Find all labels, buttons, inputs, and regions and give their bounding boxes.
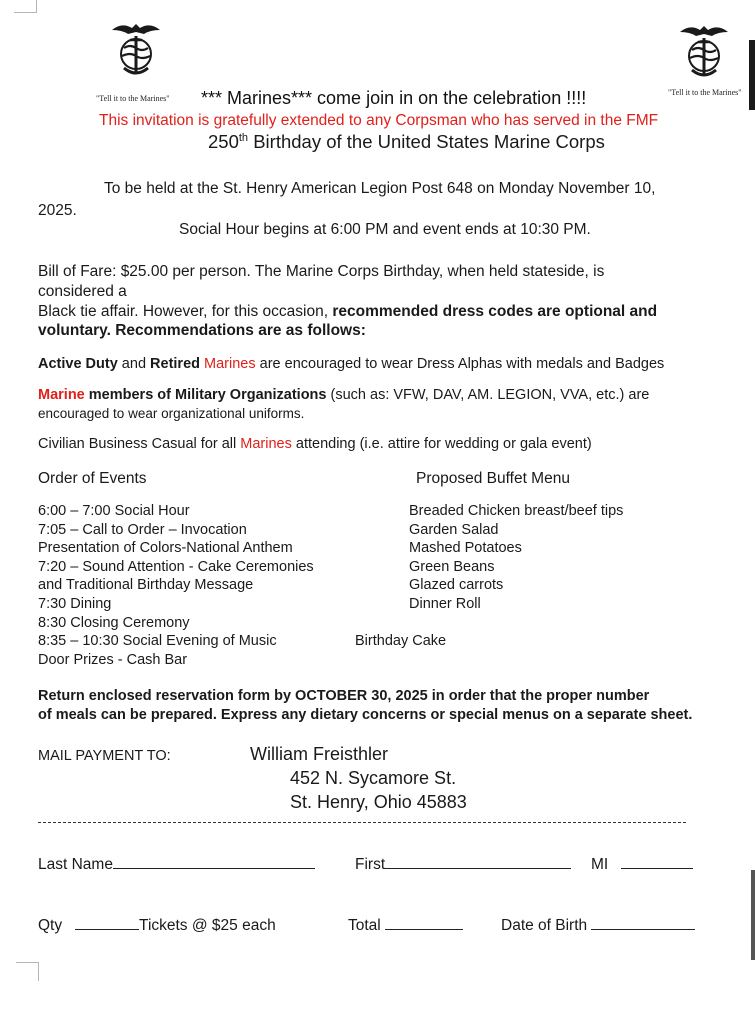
venue-year: 2025. [38,202,77,219]
org-examples: (such as: VFW, DAV, AM. LEGION, VVA, etc.) are [326,387,650,403]
menu-item-cake: Birthday Cake [355,633,447,649]
first-name-blank[interactable] [385,856,571,869]
dob-label: Date of Birth [501,917,588,934]
civilian-c: attending (i.e. attire for wedding or gala event) [291,436,592,452]
marine-word: Marine [38,387,85,403]
menu-heading: Proposed Buffet Menu [416,470,570,487]
mail-recipient-name: William Freisthler [250,744,389,764]
page-edge-mark [749,40,755,110]
total-field[interactable] [348,917,463,935]
motto-right: "Tell it to the Marines" [668,88,742,97]
org-members-label: members of Military Organizations [84,387,327,403]
mail-payment-label: MAIL PAYMENT TO: [38,748,171,764]
event-item: Presentation of Colors-National Anthem [38,540,293,557]
event-item: 8:30 Closing Ceremony [38,614,190,631]
menu-item: Mashed Potatoes [409,540,522,557]
civilian-recommendation [38,436,592,452]
event-item: and Traditional Birthday Message [38,577,254,594]
mi-field[interactable] [591,856,693,874]
total-blank[interactable] [385,917,463,930]
corner-mark-bottom-left [16,962,39,981]
motto-left: "Tell it to the Marines" [96,94,170,103]
event-item: 7:20 – Sound Attention - Cake Ceremonies [38,558,314,575]
title-suffix: th [238,131,249,144]
marines-word: Marines [240,436,292,452]
menu-item: Dinner Roll [409,595,481,612]
total-label: Total [348,917,381,934]
events-list [38,502,314,669]
menu-item: Green Beans [409,558,495,575]
bill-of-fare-line: considered a [38,283,127,300]
title-number: 250 [208,131,239,152]
event-item: 7:05 – Call to Order – Invocation [38,521,247,538]
last-name-label: Last Name [38,856,113,873]
bill-of-fare-line: Bill of Fare: $25.00 per person. The Marine Corps Birthday, when held stateside, is [38,263,605,280]
events-heading: Order of Events [38,470,147,487]
dress-code-line [38,303,657,321]
menu-item: Garden Salad [409,521,499,538]
mail-street: 452 N. Sycamore St. [290,768,457,788]
first-name-field[interactable] [355,856,571,874]
title-rest: Birthday of the United States Marine Corps [248,131,605,152]
mail-city: St. Henry, Ohio 45883 [290,792,467,812]
last-name-blank[interactable] [113,856,315,869]
menu-list [409,502,623,614]
organization-recommendation [38,387,649,403]
venue-line: To be held at the St. Henry American Legion Post 648 on Monday November 10, [104,180,656,197]
civilian-a: Civilian Business Casual for all [38,436,241,452]
qty-field[interactable] [38,917,276,935]
last-name-field[interactable] [38,856,315,874]
social-hour-line: Social Hour begins at 6:00 PM and event ends at 10:30 PM. [179,221,591,238]
dress-code-plain: Black tie affair. However, for this occasion, [38,303,333,320]
event-title [208,131,605,153]
recommendations-line: voluntary. Recommendations are as follows: [38,322,366,339]
event-item: Door Prizes - Cash Bar [38,651,188,668]
cut-line [38,822,686,823]
event-item: 7:30 Dining [38,595,112,612]
tickets-label: Tickets @ $25 each [139,917,276,934]
corpsman-invitation: This invitation is gratefully extended to any Corpsman who has served in the FMF [99,112,659,129]
dress-code-bold: recommended dress codes are optional and [332,303,658,320]
marines-word: Marines [204,356,256,372]
eagle-globe-anchor-emblem-right [676,20,732,80]
return-note: of meals can be prepared. Express any dietary concerns or special menus on a separate sheet. [38,707,693,723]
qty-label: Qty [38,917,63,934]
organization-recommendation-cont: encouraged to wear organizational uniforms. [38,406,305,421]
headline: *** Marines*** come join in on the celebration !!!! [201,88,587,108]
active-and: and [117,356,151,372]
menu-item: Glazed carrots [409,577,504,594]
qty-blank[interactable] [75,917,139,930]
menu-item: Breaded Chicken breast/beef tips [409,503,624,519]
dob-field[interactable] [501,917,695,935]
eagle-globe-anchor-emblem-left [108,18,164,78]
active-duty-label: Active Duty [38,356,118,372]
event-item: 6:00 – 7:00 Social Hour [38,503,190,519]
retired-label: Retired [150,356,200,372]
event-item: 8:35 – 10:30 Social Evening of Music [38,633,277,650]
active-rest: are encouraged to wear Dress Alphas with medals and Badges [255,356,665,372]
dob-blank[interactable] [591,917,695,930]
mi-label: MI [591,856,609,873]
active-duty-recommendation [38,356,664,372]
page-edge-mark [751,870,755,960]
return-note: Return enclosed reservation form by OCTOBER 30, 2025 in order that the proper number [38,688,650,704]
first-name-label: First [355,856,386,873]
mi-blank[interactable] [621,856,693,869]
corner-mark-top-left [14,0,37,13]
